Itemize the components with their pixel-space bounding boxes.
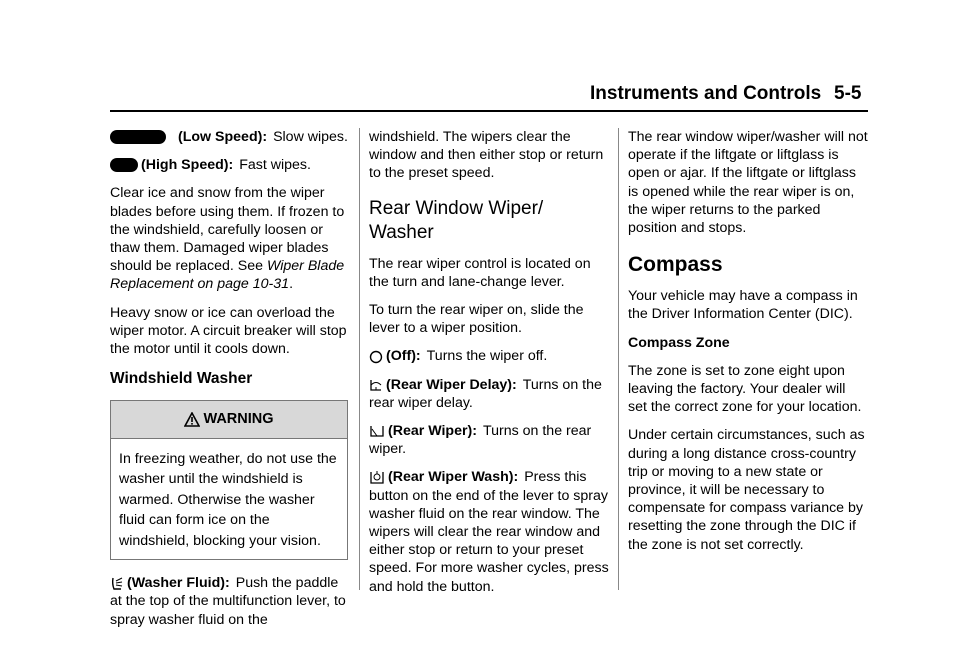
ice-text: Clear ice and snow from the wiper blades before using them. If frozen to the windshield, carefully loosen or thaw them. Damaged wiper blades should be replaced. See — [110, 185, 345, 275]
warning-triangle-icon — [184, 412, 200, 427]
compass-zone-heading: Compass Zone — [628, 334, 730, 351]
column-3 — [628, 128, 868, 564]
low-speed-entry — [110, 128, 350, 146]
rear-intro-paragraph: The rear wiper control is located on the turn and lane-change lever. — [369, 255, 591, 290]
liftgate-paragraph: The rear window wiper/washer will not operate if the liftgate or liftglass is open or ajar. If the liftgate or liftglass is opened while the rear wiper is on, the wiper returns to the parked position and stops. — [628, 129, 868, 237]
rear-wiper-off-icon — [369, 350, 383, 364]
ice-paragraph — [110, 184, 350, 293]
wiper-blade-reference-link[interactable]: Wiper Blade Replacement on page 10-31 — [110, 258, 345, 293]
high-speed-wiper-icon — [110, 158, 138, 172]
rear-wiper-wash-icon — [369, 470, 385, 485]
ice-end: . — [289, 276, 294, 293]
rear-turn-on-paragraph: To turn the rear wiper on, slide the lever to a wiper position. — [369, 302, 584, 337]
compass-intro-paragraph: Your vehicle may have a compass in the Driver Information Center (DIC). — [628, 288, 858, 323]
high-speed-entry — [110, 156, 350, 174]
rear-wiper-washer-heading: Rear Window Wiper/ Washer — [369, 197, 544, 243]
rear-wiper-icon — [369, 424, 385, 438]
rear-wiper-desc: Turns on the rear wiper. — [369, 423, 592, 458]
rear-delay-entry — [369, 376, 609, 412]
warning-title: WARNING — [203, 411, 274, 428]
high-speed-desc: Fast wipes. — [239, 157, 311, 174]
snow-paragraph: Heavy snow or ice can overload the wiper motor. A circuit breaker will stop the motor until it cools down. — [110, 304, 347, 358]
column-1 — [110, 128, 350, 639]
rear-wiper-entry — [369, 422, 609, 458]
page-number: 5-5 — [834, 83, 862, 104]
warning-text: In freezing weather, do not use the washer until the windshield is warmed. Otherwise the washer fluid can form ice on the windshield, blocking your vision. — [119, 450, 337, 549]
off-desc: Turns the wiper off. — [426, 348, 548, 365]
column-2 — [369, 128, 609, 606]
header-rule — [110, 110, 868, 112]
column-divider — [359, 128, 360, 590]
continued-paragraph: windshield. The wipers clear the window and then either stop or return to the preset speed. — [369, 129, 604, 182]
wash-desc: Press this button on the end of the lever to spray washer fluid on the rear window. The wipers will clear the rear window and either stop or return to your preset speed. For more washer cycles, press and hold the button. — [369, 469, 609, 595]
page-header-title: Instruments and Controls — [590, 83, 822, 104]
rear-off-entry — [369, 347, 609, 365]
windshield-washer-heading: Windshield Washer — [110, 370, 253, 388]
low-speed-term: (Low Speed): — [178, 129, 268, 145]
washer-fluid-icon — [110, 576, 124, 591]
off-term: (Off): — [386, 348, 421, 365]
wash-term: (Rear Wiper Wash): — [388, 469, 519, 486]
rear-wiper-delay-icon — [369, 378, 383, 392]
washer-fluid-desc: Push the paddle at the top of the multifunction lever, to spray washer fluid on the — [110, 575, 346, 628]
high-speed-term: (High Speed): — [141, 157, 234, 174]
warning-box — [110, 400, 348, 560]
washer-fluid-entry — [110, 574, 350, 629]
column-divider — [618, 128, 619, 590]
variance-paragraph: Under certain circumstances, such as during a long distance cross-country trip or moving to a new state or province, it will be necessary to compensate for compass variance by resetting the zone through the DIC if the zone is not set correctly. — [628, 427, 865, 553]
rear-wiper-term: (Rear Wiper): — [388, 423, 477, 440]
rear-wash-entry — [369, 468, 609, 595]
delay-desc: Turns on the rear wiper delay. — [369, 376, 602, 411]
washer-fluid-term: (Washer Fluid): — [127, 575, 230, 592]
low-speed-wiper-icon — [110, 130, 166, 144]
low-speed-desc: Slow wipes. — [273, 129, 348, 145]
compass-heading: Compass — [628, 253, 723, 277]
warning-header — [111, 401, 347, 438]
zone-paragraph: The zone is set to zone eight upon leaving the factory. Your dealer will set the correct zone for your location. — [628, 362, 862, 416]
delay-term: (Rear Wiper Delay): — [386, 376, 517, 393]
